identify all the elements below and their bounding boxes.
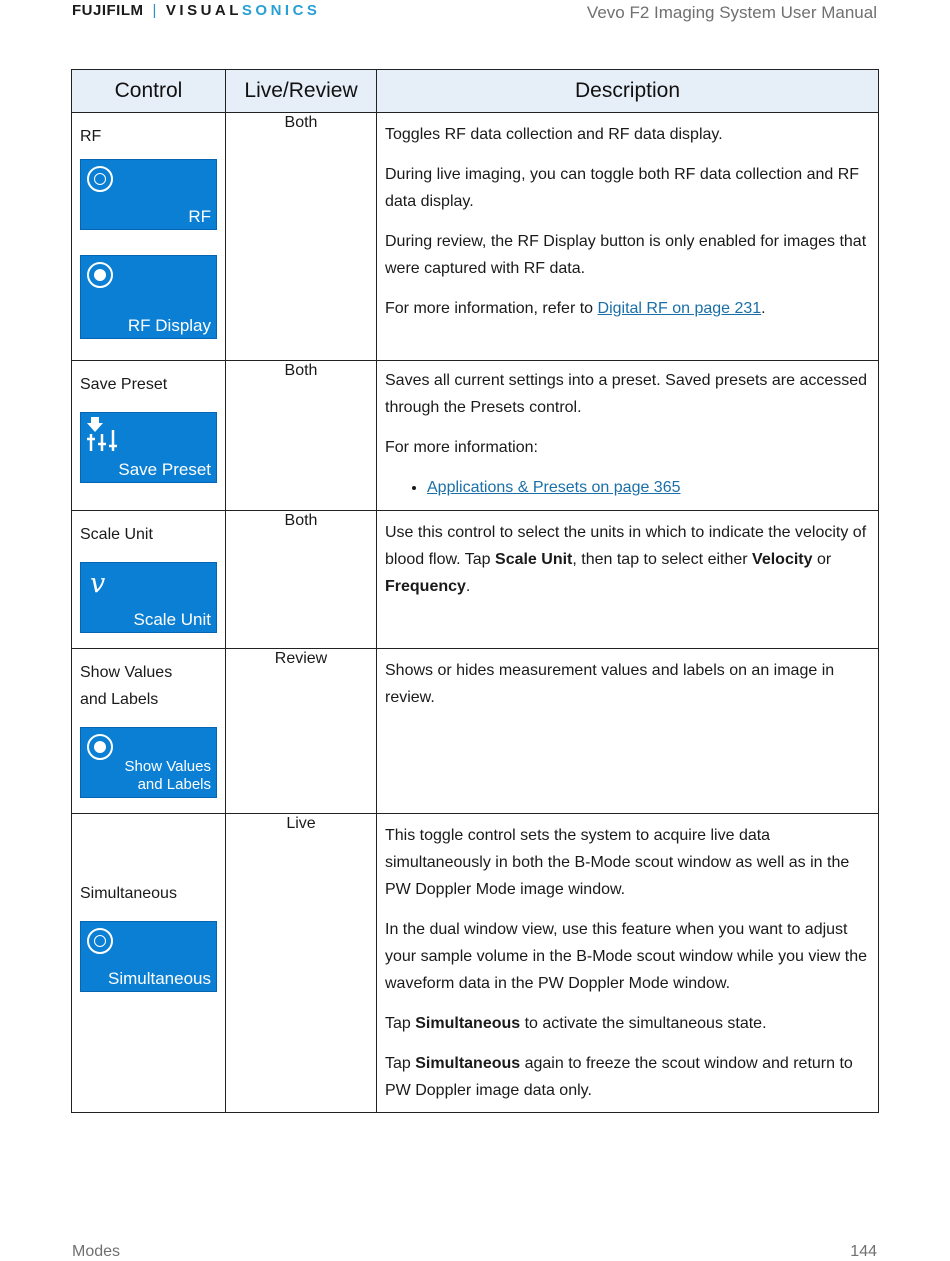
control-name: Simultaneous bbox=[80, 885, 177, 902]
rf-button[interactable] bbox=[80, 159, 217, 230]
logo-brand-visual: VISUAL bbox=[165, 2, 242, 19]
fujifilm-visualsonics-logo bbox=[72, 2, 320, 19]
table-row bbox=[72, 511, 879, 649]
description-paragraph bbox=[385, 1010, 870, 1037]
button-label: Scale Unit bbox=[133, 610, 211, 629]
text-run: For more information, refer to bbox=[385, 300, 598, 317]
description-paragraph: This toggle control sets the system to acquire live data simultaneously in both the B-Mode scout window as well as in the PW Doppler Mode image window. bbox=[385, 827, 850, 898]
table-row bbox=[72, 649, 879, 814]
column-header-control: Control bbox=[72, 70, 226, 113]
description-cell bbox=[377, 113, 879, 361]
live-review-cell: Live bbox=[226, 814, 377, 1113]
bold-term: Simultaneous bbox=[415, 1055, 521, 1072]
description-paragraph: During live imaging, you can toggle both RF data collection and RF data display. bbox=[385, 166, 860, 210]
text-run: . bbox=[465, 578, 471, 595]
text-run: Tap bbox=[385, 1015, 416, 1032]
description-paragraph bbox=[385, 295, 870, 322]
control-name: Scale Unit bbox=[80, 526, 153, 543]
control-name-line: and Labels bbox=[80, 691, 159, 708]
column-header-description: Description bbox=[377, 70, 879, 113]
bold-term: Frequency bbox=[385, 578, 466, 595]
description-paragraph: Toggles RF data collection and RF data display. bbox=[385, 126, 723, 143]
bold-term: Scale Unit bbox=[495, 551, 573, 568]
circle-dot-icon bbox=[87, 262, 113, 288]
logo-brand-sonics: SONICS bbox=[241, 2, 321, 19]
text-run: again to freeze the scout window and return to PW Doppler image data only. bbox=[385, 1055, 853, 1099]
rf-display-button[interactable] bbox=[80, 255, 217, 339]
control-name: RF bbox=[80, 128, 102, 145]
text-run: Use this control to select the units in which to indicate the velocity of blood flow. Tap bbox=[385, 524, 867, 568]
button-label-line: and Labels bbox=[137, 776, 211, 793]
description-cell bbox=[377, 814, 879, 1113]
description-paragraph bbox=[385, 519, 870, 600]
table-row bbox=[72, 361, 879, 511]
bold-term: Velocity bbox=[752, 551, 813, 568]
footer-page-number: 144 bbox=[850, 1243, 877, 1260]
description-paragraph: Shows or hides measurement values and labels on an image in review. bbox=[385, 662, 835, 706]
text-run: Tap bbox=[385, 1055, 416, 1072]
control-cell bbox=[72, 113, 226, 361]
circle-outline-icon bbox=[87, 166, 113, 192]
button-label: Simultaneous bbox=[107, 969, 211, 988]
applications-presets-link[interactable]: Applications & Presets on page 365 bbox=[427, 479, 681, 496]
button-label bbox=[125, 758, 211, 794]
live-review-cell: Both bbox=[226, 361, 377, 511]
circle-outline-icon bbox=[87, 928, 113, 954]
circle-dot-icon bbox=[87, 734, 113, 760]
control-name: Save Preset bbox=[80, 376, 168, 393]
control-cell bbox=[72, 814, 226, 1113]
description-paragraph: During review, the RF Display button is only enabled for images that were captured with RF data. bbox=[385, 233, 867, 277]
table-row bbox=[72, 113, 879, 361]
button-label: Save Preset bbox=[118, 460, 211, 479]
table-header-row bbox=[72, 70, 879, 113]
description-paragraph: Saves all current settings into a preset. Saved presets are accessed through the Presets control. bbox=[385, 372, 868, 416]
logo-brand-fujifilm: FUJIFILM bbox=[72, 2, 144, 19]
text-run: , then tap to select either bbox=[572, 551, 753, 568]
control-name bbox=[80, 659, 217, 713]
save-preset-icon bbox=[85, 417, 121, 453]
text-run: or bbox=[812, 551, 832, 568]
text-run: . bbox=[761, 300, 766, 317]
button-label-line: Show Values bbox=[124, 758, 211, 775]
simultaneous-button[interactable] bbox=[80, 921, 217, 992]
show-values-labels-button[interactable] bbox=[80, 727, 217, 798]
bullet-list bbox=[385, 474, 870, 501]
live-review-cell: Both bbox=[226, 511, 377, 649]
velocity-v-icon: v bbox=[90, 568, 106, 599]
button-label: RF Display bbox=[127, 316, 211, 335]
column-header-live-review: Live/Review bbox=[226, 70, 377, 113]
controls-table bbox=[71, 69, 879, 1113]
control-cell bbox=[72, 361, 226, 511]
description-paragraph bbox=[385, 1050, 870, 1104]
logo-separator: | bbox=[152, 2, 157, 19]
text-run: to activate the simultaneous state. bbox=[520, 1015, 767, 1032]
description-cell bbox=[377, 649, 879, 814]
list-item bbox=[427, 474, 870, 501]
description-paragraph: In the dual window view, use this feature when you want to adjust your sample volume in the B-Mode scout window while you view the waveform data in the PW Doppler Mode window. bbox=[385, 921, 868, 992]
description-cell bbox=[377, 511, 879, 649]
description-cell bbox=[377, 361, 879, 511]
document-title: Vevo F2 Imaging System User Manual bbox=[586, 3, 877, 22]
table-row bbox=[72, 814, 879, 1113]
control-name-line: Show Values bbox=[80, 664, 173, 681]
page-header bbox=[72, 0, 877, 30]
bold-term: Simultaneous bbox=[415, 1015, 521, 1032]
digital-rf-link[interactable]: Digital RF on page 231 bbox=[597, 300, 762, 317]
footer-section-name: Modes bbox=[72, 1243, 121, 1260]
control-cell bbox=[72, 511, 226, 649]
control-cell bbox=[72, 649, 226, 814]
live-review-cell: Review bbox=[226, 649, 377, 814]
save-preset-button[interactable] bbox=[80, 412, 217, 483]
live-review-cell: Both bbox=[226, 113, 377, 361]
description-paragraph: For more information: bbox=[385, 439, 538, 456]
scale-unit-button[interactable] bbox=[80, 562, 217, 633]
button-label: RF bbox=[188, 207, 211, 226]
